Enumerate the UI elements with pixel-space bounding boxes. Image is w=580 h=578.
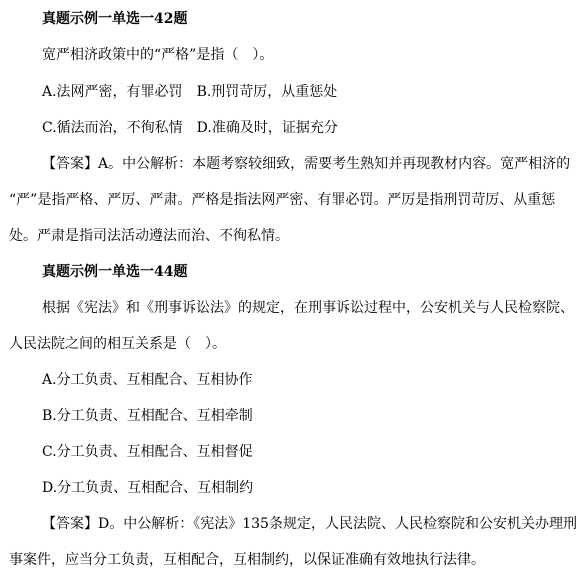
answer-line: “严”是指严格、严厉、严肃。严格是指法网严密、有罪必罚。严厉是指刑罚苛厉、从重惩	[9, 192, 556, 208]
option-a: A.法网严密，有罪必罚	[42, 84, 183, 100]
question-stem: 人民法院之间的相互关系是（ ）。	[9, 336, 226, 352]
option-c: C.分工负责、互相配合、互相督促	[42, 444, 253, 460]
option-d: D.准确及时，证据充分	[196, 120, 338, 136]
question-title: 真题示例一单选一42题	[42, 11, 188, 27]
question-title: 真题示例一单选一44题	[42, 264, 188, 280]
question-stem: 根据《宪法》和《刑事诉讼法》的规定，在刑事诉讼过程中，公安机关与人民检察院、	[42, 300, 574, 316]
option-a: A.分工负责、互相配合、互相协作	[42, 372, 253, 388]
option-b: B.刑罚苛厉，从重惩处	[196, 84, 338, 100]
option-c: C.循法而治，不徇私情	[42, 120, 183, 136]
answer-line: 【答案】D。中公解析：《宪法》135条规定，人民法院、人民检察院和公安机关办理刑	[42, 516, 577, 532]
option-row	[42, 118, 338, 138]
answer-line: 事案件，应当分工负责，互相配合，互相制约，以保证准确有效地执行法律。	[9, 552, 485, 568]
answer-line: 【答案】A。中公解析：本题考察较细致，需要考生熟知并再现教材内容。宽严相济的	[42, 156, 571, 172]
question-stem: 宽严相济政策中的“严格”是指（ ）。	[42, 47, 274, 63]
option-d: D.分工负责、互相配合、互相制约	[42, 480, 254, 496]
option-row	[42, 82, 337, 102]
answer-line: 处。严肃是指司法活动遵法而治、不徇私情。	[9, 228, 289, 244]
option-b: B.分工负责、互相配合、互相牵制	[42, 408, 253, 424]
